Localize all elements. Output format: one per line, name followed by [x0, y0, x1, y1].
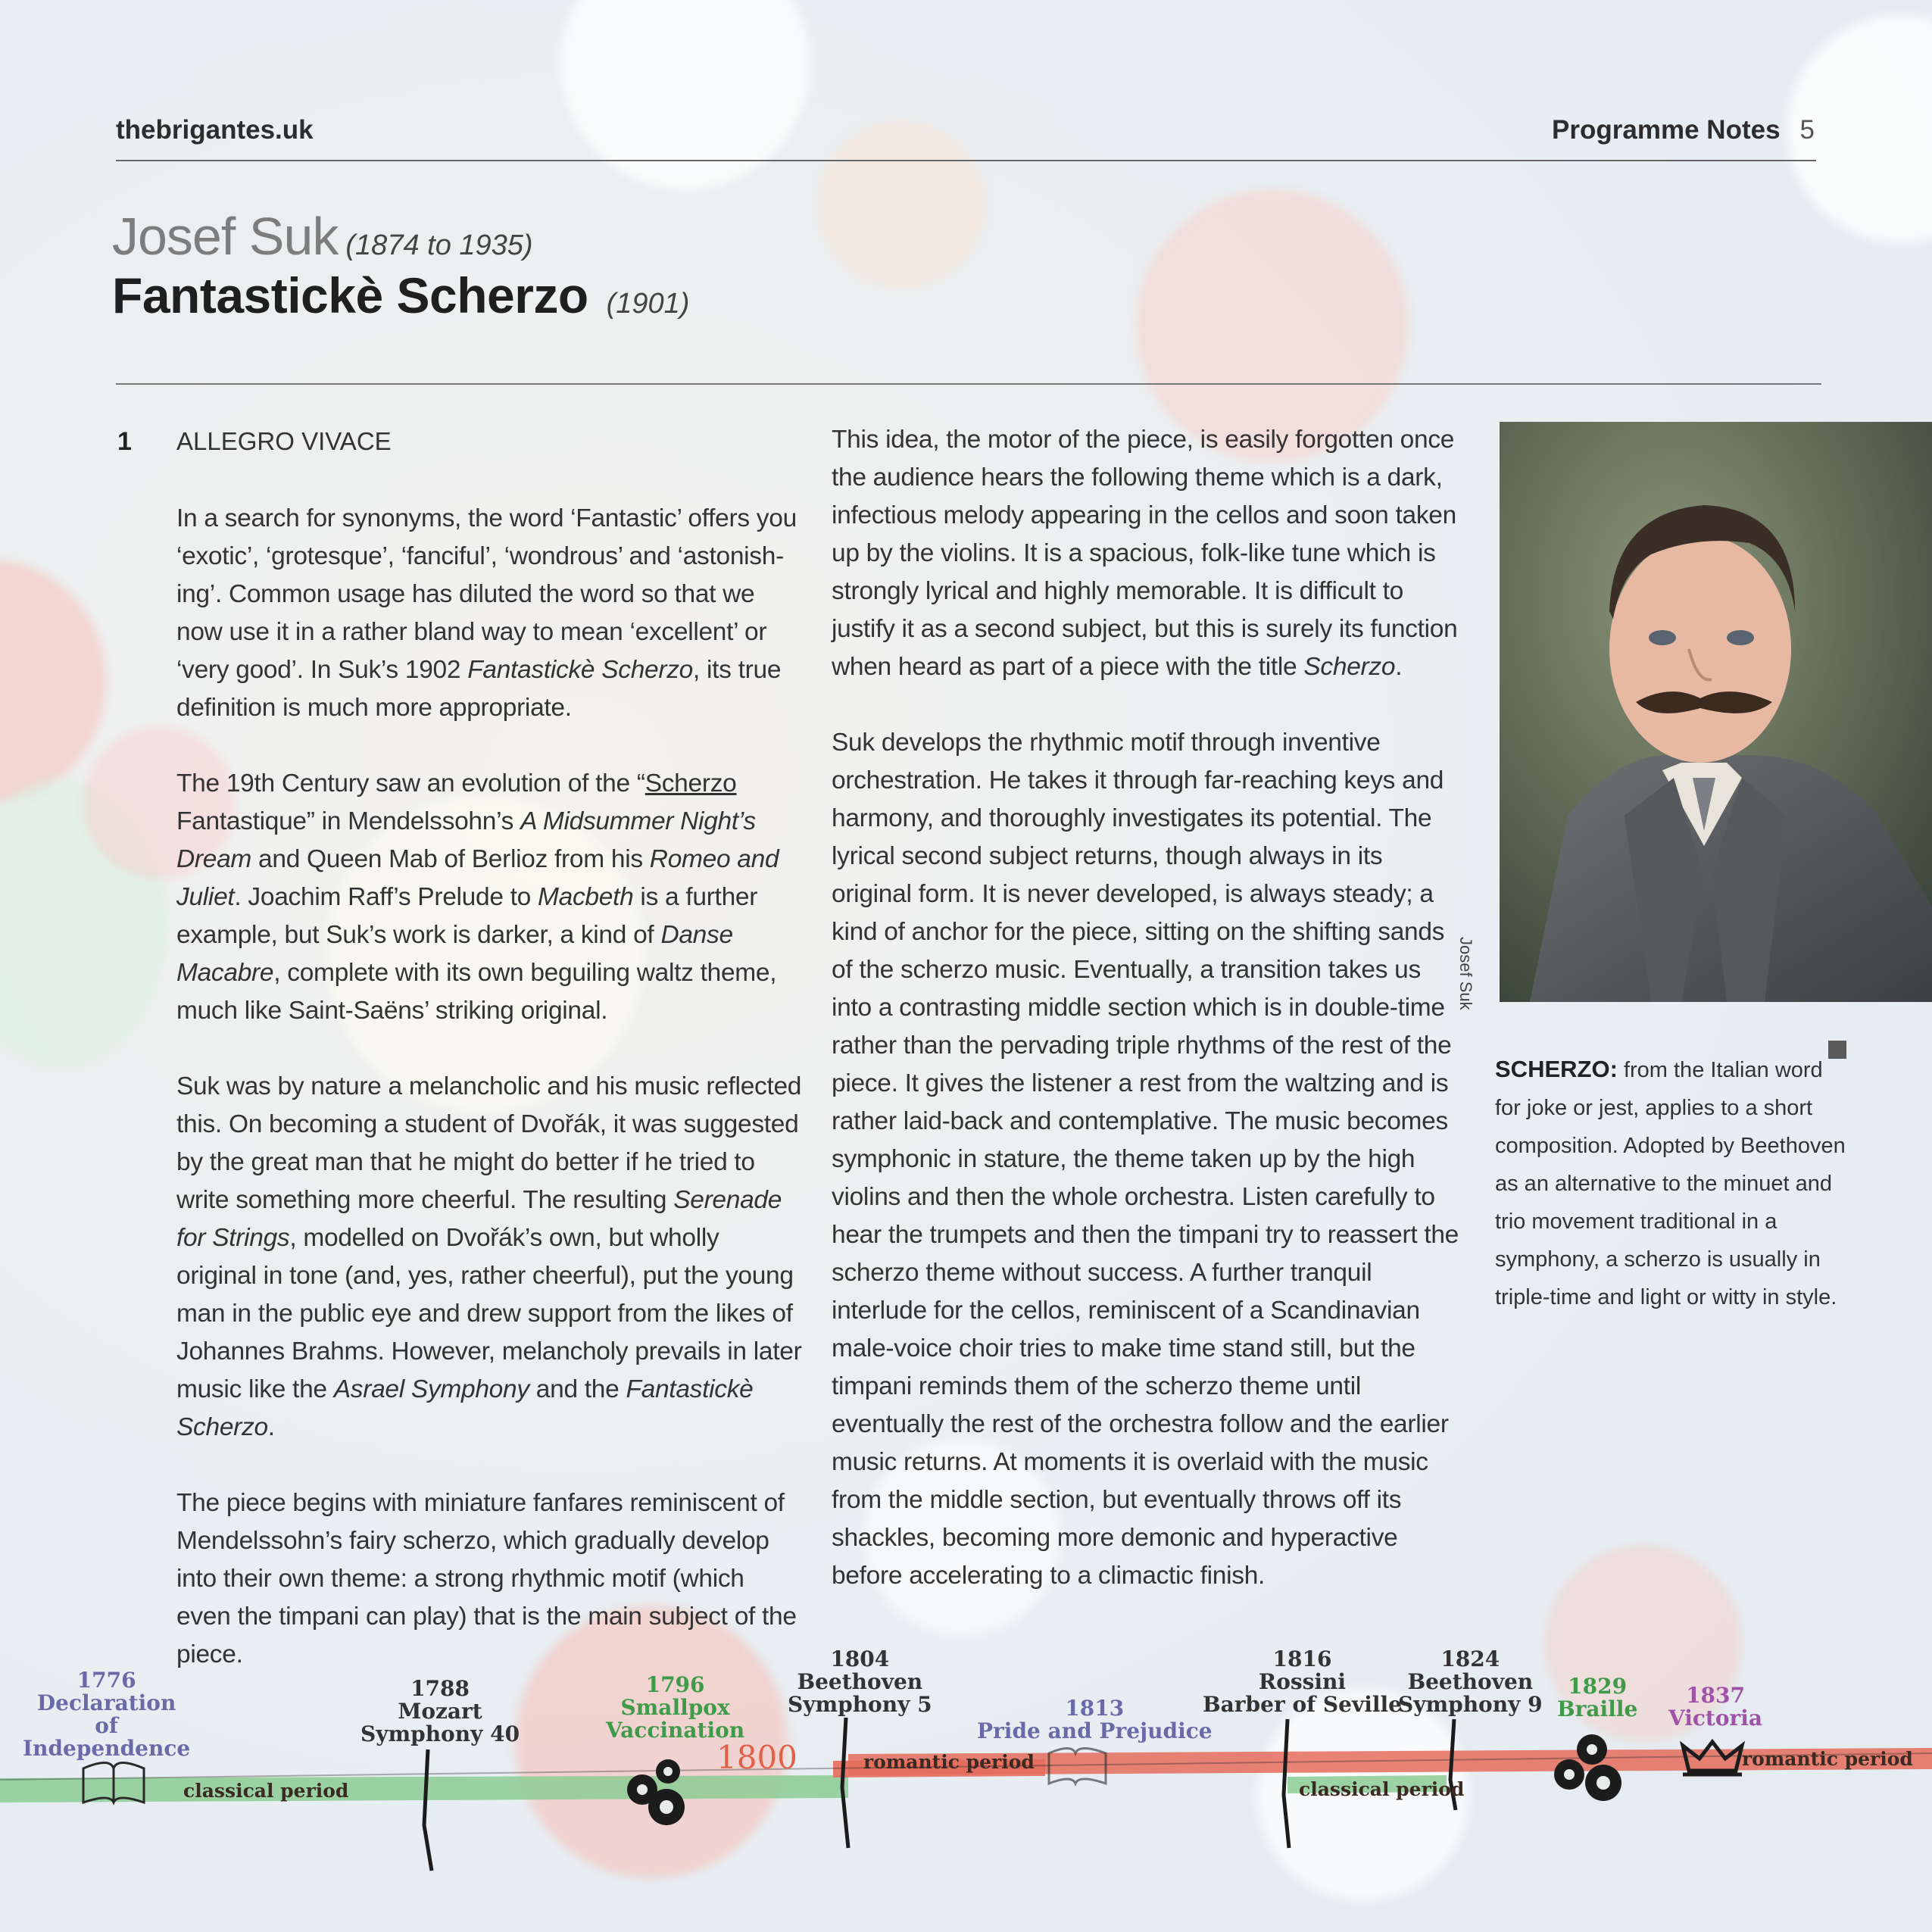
- composer-portrait: [1500, 422, 1932, 1002]
- timeline-event-1813: 1813 Pride and Prejudice: [977, 1696, 1213, 1743]
- text-column-2: [832, 421, 1462, 1633]
- site-url[interactable]: thebrigantes.uk: [116, 115, 314, 145]
- section-title: Programme Notes: [1552, 115, 1781, 145]
- glossary-box: [1495, 1050, 1851, 1316]
- composer-name: Josef Suk: [112, 207, 339, 266]
- timeline-event-1816: 1816 Rossini Barber of Seville: [1203, 1646, 1402, 1717]
- paragraph: This idea, the motor of the piece, is easily forgotten once the audience hears the following theme which is a dark, infectious melody appearing in the cellos and soon taken up by the violins. It is a spacious, folk-like tune which is strongly lyrical and highly memorable. It is difficult to justify it as a second subject, but this is surely its function when heard as part of a piece with the title Scherzo.: [832, 426, 1458, 681]
- paragraph: Suk was by nature a melancholic and his music reflected this. On becoming a student of Dvořák, it was suggested by the great man that he might do better if he tried to write something more cheerful. The resulting Serenade for Strings, modelled on Dvořák’s own, but wholly original in tone (and, yes, rather cheerful), put the young man in the public eye and drew support from the likes of Johannes Brahms. However, melancholy prevails in later music like the Asrael Symphony and the Fantastickè Scherzo.: [176, 1072, 802, 1441]
- page-number: 5: [1799, 115, 1815, 145]
- text-column-1: [176, 500, 805, 1712]
- history-timeline: [0, 1621, 1932, 1932]
- scherzo-glossary-link[interactable]: Scherzo: [645, 769, 737, 797]
- section-header: [1552, 115, 1815, 145]
- timeline-event-1788: 1788 Mozart Symphony 40: [360, 1676, 520, 1746]
- timeline-event-1796: 1796 Smallpox Vaccination: [606, 1672, 745, 1743]
- work-heading: [112, 267, 689, 324]
- band-label-classical: classical period: [1299, 1778, 1465, 1800]
- composer-dates: (1874 to 1935): [345, 229, 533, 261]
- work-title: Fantastickè Scherzo: [112, 267, 588, 323]
- timeline-event-1776: 1776 Declaration of Independence: [23, 1668, 191, 1761]
- gears-icon: [627, 1759, 685, 1825]
- title-divider: [116, 383, 1821, 385]
- band-label-romantic: romantic period: [863, 1751, 1035, 1773]
- glossary-term: SCHERZO:: [1495, 1056, 1618, 1082]
- paragraph: Suk develops the rhythmic motif through inventive orchestration. He takes it through far-reaching keys and harmony, and thoroughly investigates its potential. The lyrical second subject returns, though always in its original form. It is never developed, is always steady; a kind of anchor for the piece, sitting on the shifting sands of the scherzo music. Eventually, a transition takes us into a contrasting middle section which is in double-time rather than the pervading triple rhythms of the rest of the piece. It gives the listener a rest from the waltzing and is rather laid-back and contemplative. The music becomes symphonic in stature, the theme taken up by the high violins and then the whole orchestra. Listen carefully to hear the trumpets and then the timpani try to reassert the scherzo theme without success. A further tranquil interlude for the cellos, reminiscent of a Scandinavian male-voice choir tries to make time stand still, but the timpani reminds them of the scherzo theme until eventually the rest of the orchestra follow and the earlier music returns. At moments it is overlaid with the music from the middle section, but eventually throws off its shackles, becoming more demonic and hyperactive before accelerating to a climactic finish.: [832, 729, 1459, 1590]
- glossary-definition: from the Italian word for joke or jest, applies to a short composition. Adopted by Beethoven as an alternative to the minuet and trio movement traditional in a symphony, a scherzo is usually in triple-time and light or witty in style.: [1495, 1058, 1846, 1309]
- century-marker: 1800: [716, 1739, 797, 1776]
- composer-heading: [112, 206, 533, 267]
- work-year: (1901): [606, 288, 690, 320]
- header-divider: [116, 160, 1816, 161]
- timeline-event-1829: 1829 Braille: [1557, 1674, 1638, 1721]
- band-label-classical: classical period: [183, 1780, 349, 1802]
- photo-caption: Josef Suk: [1456, 937, 1475, 1010]
- paragraph: In a search for synonyms, the word ‘Fantastic’ offers you ‘exotic’, ‘grotesque’, ‘fanciful’, ‘wondrous’ and ‘astonish-ing’. Common usage has diluted the word so that we now use it in a rather bland way to mean ‘excellent’ or ‘very good’. In Suk’s 1902 Fantastickè Scherzo, its true definition is much more appropriate.: [176, 504, 797, 722]
- movement-number: 1: [117, 427, 132, 456]
- paragraph: The 19th Century saw an evolution of the “Scherzo Fantastique” in Mendelssohn’s A Midsummer Night’s Dream and Queen Mab of Berlioz from his Romeo and Juliet. Joachim Raff’s Prelude to Macbeth is a further example, but Suk’s work is darker, a kind of Danse Macabre, complete with its own beguiling waltz theme, much like Saint-Saëns’ striking original.: [176, 769, 779, 1025]
- timeline-event-1804: 1804 Beethoven Symphony 5: [788, 1646, 932, 1717]
- band-label-romantic: romantic period: [1742, 1748, 1913, 1770]
- paragraph: The piece begins with miniature fanfares reminiscent of Mendelssohn’s fairy scherzo, which gradually develop into their own theme: a strong rhythmic motif (which even the timpani can play) that is the main subject of the piece.: [176, 1489, 797, 1668]
- movement-name: ALLEGRO VIVACE: [176, 427, 392, 455]
- timeline-event-1837: 1837 Victoria: [1668, 1683, 1763, 1731]
- timeline-event-1824: 1824 Beethoven Symphony 9: [1398, 1646, 1543, 1717]
